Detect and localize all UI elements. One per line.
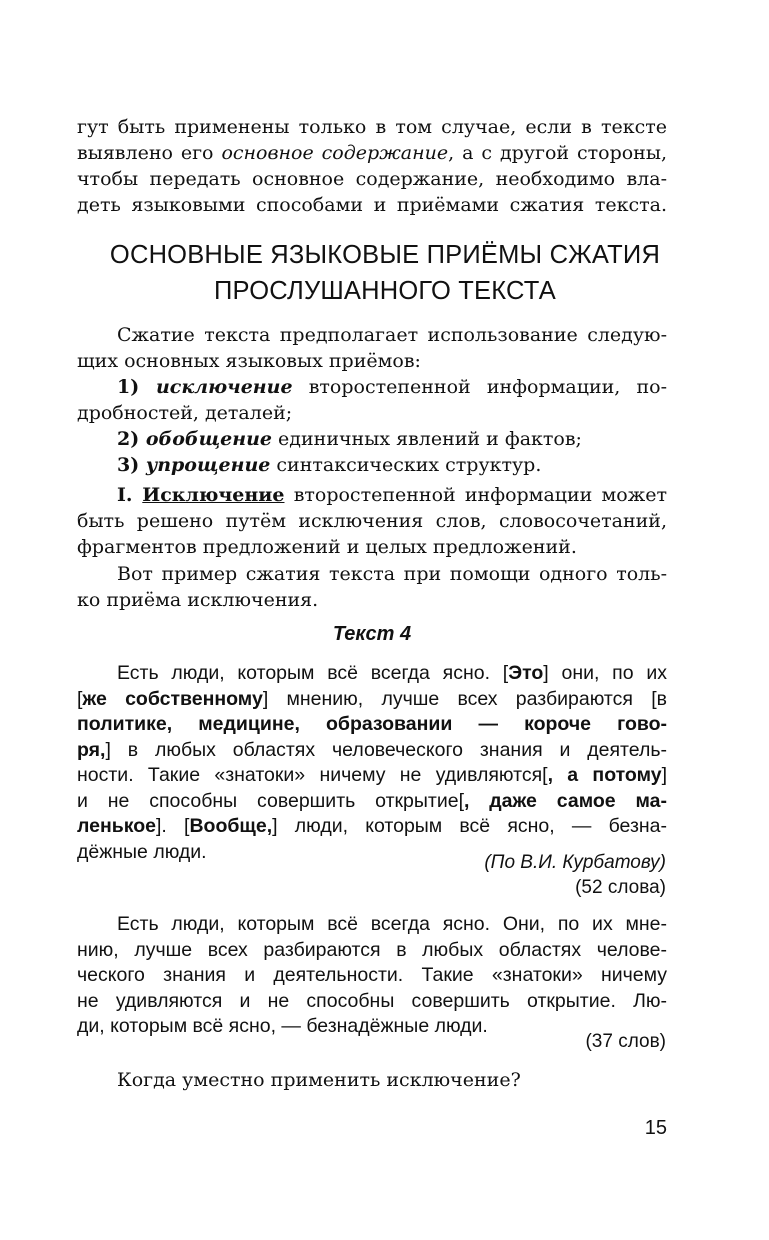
compressed-word-count: (37 слов) xyxy=(585,1031,666,1052)
exclusion-line: фрагментов предложений и целых предложений. xyxy=(77,536,577,558)
method-item-exclusion: 1) исключение второстепенной информации, по- xyxy=(117,376,667,398)
intro-line: гут быть применены только в том случае, если в тексте xyxy=(77,116,667,138)
exclusion-line: быть решено путём исключения слов, словосочетаний, xyxy=(77,510,667,532)
text4-line: ря,] в любых областях человеческого знания и деятель- xyxy=(77,738,667,761)
text4-line: ленькое]. [Вообще,] люди, которым всё ясно, — безна- xyxy=(77,815,668,837)
text4-line: ности. Такие «знатоки» ничему не удивляются[, а потому] xyxy=(77,764,668,786)
example-intro-line: Вот пример сжатия текста при помощи одного толь- xyxy=(117,563,667,585)
section-heading xyxy=(60,237,710,309)
question-line: Когда уместно применить исключение? xyxy=(117,1069,521,1091)
exclusion-term: Исключение xyxy=(142,484,285,506)
intro-line: выявлено его основное содержание, а с другой стороны, xyxy=(77,142,667,164)
compressed-line: ди, которым всё ясно, — безнадёжные люди. xyxy=(77,1015,488,1037)
methods-intro-line: щих основных языковых приёмов: xyxy=(77,350,421,372)
heading-line: ОСНОВНЫЕ ЯЗЫКОВЫЕ ПРИЁМЫ СЖАТИЯ xyxy=(109,241,661,269)
compressed-line: Есть люди, которым всё всегда ясно. Они, по их мне- xyxy=(117,913,667,935)
exclusion-line: I. Исключение второстепенной информации может xyxy=(117,484,667,506)
page-number: 15 xyxy=(644,1117,667,1139)
example-intro-line: ко приёма исключения. xyxy=(77,589,319,611)
text4-body xyxy=(77,661,667,865)
intro-line: чтобы передать основное содержание, необходимо вла- xyxy=(77,168,667,190)
question xyxy=(77,1067,667,1093)
text4-attribution: (По В.И. Курбатову) xyxy=(484,852,666,873)
intro-paragraph xyxy=(77,114,667,218)
example-intro xyxy=(77,561,667,613)
compressed-line: не удивляются и не способны совершить открытие. Лю- xyxy=(77,989,667,1012)
compressed-text xyxy=(77,912,667,1040)
heading-line: ПРОСЛУШАННОГО ТЕКСТА xyxy=(214,277,556,305)
text4-title: Текст 4 xyxy=(332,623,412,645)
exclusion-paragraph xyxy=(77,482,667,560)
methods-intro-line: Сжатие текста предполагает использование следую- xyxy=(117,324,667,346)
text4-line: и не способны совершить открытие[, даже самое ма- xyxy=(77,789,667,812)
text4-line: политике, медицине, образовании — короче гово- xyxy=(77,713,667,735)
emphasis-main-content: основное содержание xyxy=(221,142,449,164)
compressed-line: ческого знания и деятельности. Такие «знатоки» ничему xyxy=(77,964,667,986)
method-item-exclusion-cont: дробностей, деталей; xyxy=(77,402,293,424)
text4-line: Есть люди, которым всё всегда ясно. [Это] они, по их xyxy=(117,662,667,684)
method-item-simplification: 3) упрощение синтаксических структур. xyxy=(117,454,542,476)
method-item-generalization: 2) обобщение единичных явлений и фактов; xyxy=(117,428,582,450)
text4-line: [же собственному] мнению, лучше всех разбираются [в xyxy=(77,687,667,710)
text4-line: дёжные люди. xyxy=(77,840,207,863)
methods-list xyxy=(77,374,667,478)
text4-word-count: (52 слова) xyxy=(575,877,666,898)
intro-line: деть языковыми способами и приёмами сжатия текста. xyxy=(77,194,667,216)
methods-intro xyxy=(77,322,667,374)
compressed-line: нию, лучше всех разбираются в любых областях челове- xyxy=(77,938,667,961)
